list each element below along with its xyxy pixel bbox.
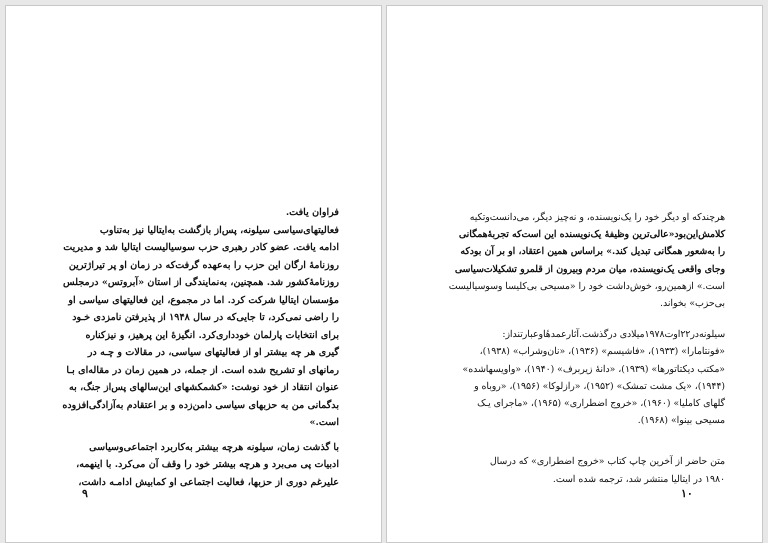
text-line: هرچندکه او دیگر خود را یک‌نویسنده، و نه‌چیز دیگر، می‌دانست‌وتکیه — [469, 212, 725, 223]
text-line: فراوان یافت. — [285, 207, 339, 218]
text-line: (۱۹۴۴)، «یک مشت تمشک» (۱۹۵۲)، «رازلوکا» (۱۹۵۶)، «روباه و — [474, 380, 725, 392]
text-line: علیرغم دوری از حزبها، فعالیت اجتماعی او کمابیش ادامـه داشت، — [78, 476, 339, 488]
text-line: مسیحی بینوا» (۱۹۶۸). — [637, 415, 725, 427]
text-line: وجای واقعی یک‌نویسنده، میان مردم وبیرون از قلمرو تشکیلات‌سیاسی — [454, 263, 725, 275]
text-line: است.» ازهمین‌رو، خوش‌داشت خود را «مسیحی بی‌کلیسا وسوسیالیست — [448, 280, 725, 292]
text-line: گیری هر چه بیشتر او از فعالیتهای سیاسی، در مقالات و چـه در — [87, 347, 339, 358]
text-line: فعالیتهای‌سیاسی سیلونه، پس‌از بازگشت به‌ایتالیا نیز به‌تناوب — [99, 224, 339, 236]
text-line: گلهای کاملیا» (۱۹۶۰)، «خروج اضطراری» (۱۹۶۵)، «ماجرای یـک — [477, 398, 725, 410]
text-line: ادبیات پی می‌برد و هرچه بیشتر خود را وقف آن می‌کرد. با اینهمه، — [76, 459, 339, 470]
left-page — [5, 5, 382, 543]
text-line: با گذشت زمان، سیلونه هرچه بیشتر به‌کاربرد اجتماعی‌وسیاسی — [89, 441, 339, 453]
text-line: بی‌حزب» بخواند. — [659, 298, 725, 310]
text-line: متن حاضر از آخرین چاپ کتاب «خروج اضطراری» که درسال — [489, 456, 725, 468]
right-page — [386, 5, 763, 543]
text-line: است.» — [309, 417, 339, 428]
page-number: ۱۰ — [681, 487, 693, 500]
text-line: «مکتب دیکتاتورها» (۱۹۳۹)، «دانهٔ زیربرف» (۱۹۴۰)، «واویسهاشده» — [462, 363, 725, 375]
text-line: ۱۹۸۰ در ایتالیا منتشر شد، ترجمه شده است. — [552, 473, 725, 485]
text-line: مؤسسان ایتالیا شرکت کرد. اما در مجموع، این فعالیتهای سیاسی او — [68, 294, 339, 306]
text-line: برای انتخابات پارلمان خودداری‌کرد. انگیزهٔ این پرهیز، و نیزکناره‌ — [85, 329, 339, 341]
text-line: را به‌شعور همگانی تبدیل کند.» براساس همین اعتقاد، او بر آن بودکه — [460, 246, 725, 258]
left-page-text — [54, 204, 339, 491]
text-line: را راضی نمی‌کرد، تا جایی‌که در سال ۱۹۴۸ از پذیرفتن نامزدی خـود — [72, 312, 339, 323]
page-number: ۹ — [82, 487, 88, 500]
text-line: رمانهای او تشریح شده است. از جمله، در همین زمان در مقاله‌ای بـا — [66, 364, 339, 376]
text-line: سیلونه‌در۲۲اوت۱۹۷۸میلادی درگذشت.آثارعمدهٔاوعبارتنداز: — [502, 329, 725, 341]
text-line: «فونتامارا» (۱۹۳۳)، «فاشیسم» (۱۹۳۶)، «نان‌وشراب» (۱۹۳۸)، — [479, 346, 725, 358]
text-line: بدگمانی من به حزبهای سیاسی دامن‌زده و بر اعتقادم به‌آزادگی‌افزوده — [62, 399, 339, 411]
right-page-text — [435, 209, 725, 488]
text-line: کلامش‌این‌بود«عالی‌ترین وظیفهٔ یک‌نویسنده این است‌که تجربهٔ‌همگانی — [458, 229, 725, 241]
text-line: ادامه یافت. عضو کادر رهبری حزب سوسیالیست ایتالیا شد و مدیریت — [63, 242, 339, 253]
text-line: عنوان انتقاد از خود نوشت: «کشمکشهای این‌سالهای پس‌از جنگ، به — [69, 382, 339, 393]
text-line: روزنامهٔ‌کشور شد. همچنین، به‌نمایندگی از استان «آبروتس» درمجلس — [62, 277, 339, 288]
text-line: روزنامهٔ ارگان این حزب را به‌عهده گرفت‌که در زمان او پر تیراژترین — [68, 259, 339, 271]
